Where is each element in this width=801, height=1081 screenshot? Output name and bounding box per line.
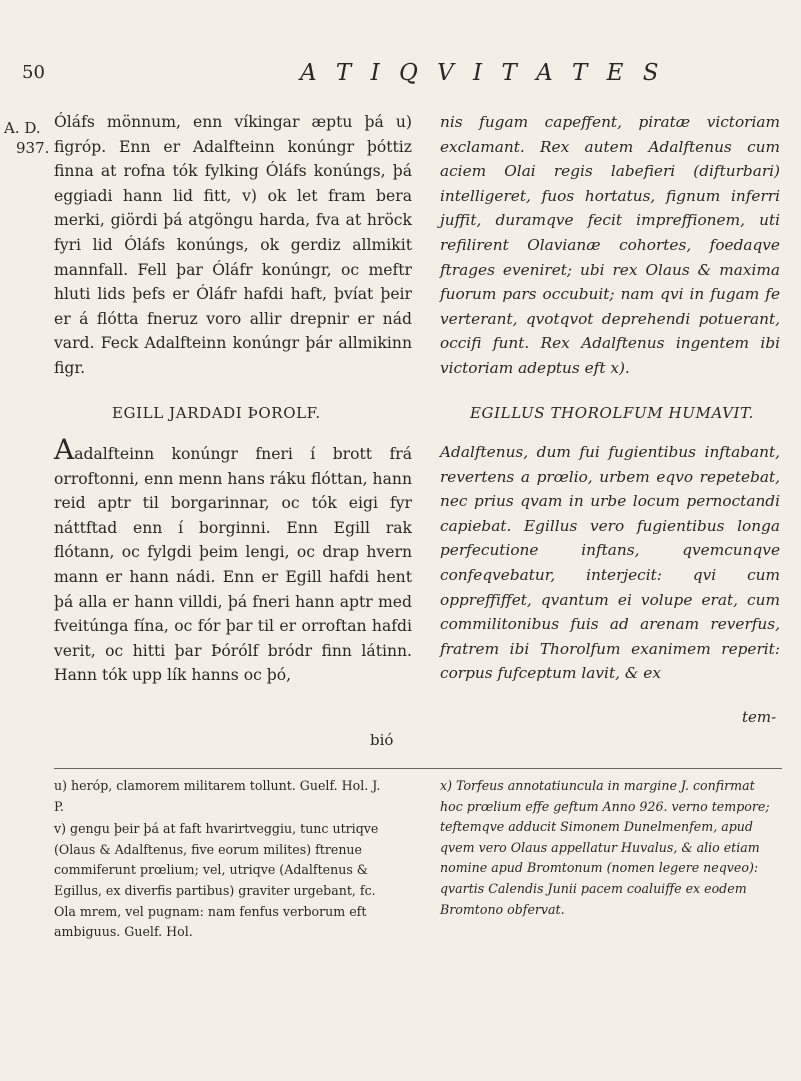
footnotes-right — [440, 776, 780, 920]
section-latin-text: Adalftenus, dum fui fugientibus inftabant, revertens a prœlio, urbem eqvo repetebat, nec prius qvam in urbe locum pernoctandi capiebat. Egillus vero fugientibus longa perfecutione inftans, qvemcunqve confeqvebatur, interjecit: qvi cum oppreffiffet, qvantum ei volupe erat, cum commilitonibus fuis ad arenam reverfus, fratrem ibi Thorolfum exanimem reperit: corpus fufceptum lavit, & ex — [440, 443, 780, 683]
page-number: 50 — [22, 62, 45, 83]
footnote-x: x) Torfeus annotatiuncula in margine J. confirmat hoc prœlium effe geftum Anno 926. verno tempore; teftemqve adducit Simonem Dunelmenfem, apud qvem vero Olaus appellatur Huvalus, & alio etiam nomine apud Bromtonum (nomen legere neqveo): qvartis Calendis Junii pacem coaluiffe ex eodem Bromtono obfervat. — [440, 778, 770, 917]
icelandic-catchword: bió — [370, 731, 394, 749]
margin-ad-label: A. D. — [4, 119, 41, 137]
footnote-divider — [54, 768, 782, 769]
margin-year: 937. — [16, 139, 50, 157]
footnotes-left — [54, 776, 394, 943]
latin-catchword: tem- — [742, 708, 777, 726]
footnote-v: v) gengu þeir þá at faft hvarirtveggiu, tunc utriqve (Olaus & Adalftenus, five eorum milites) ftrenue commiferunt prœlium; vel, utriqve (Adalftenus & Egillus, ex diverfis partibus) graviter urgebant, fc. Ola mrem, vel pugnam: nam fenfus verborum eft ambiguus. Guelf. Hol. — [54, 821, 379, 940]
section-icelandic-body: adalfteinn konúngr fneri í brott frá orroftonni, enn menn hans ráku flóttan, hann reid aptr til borgarinnar, oc tók eigi fyr náttftad enn í borginni. Enn Egill rak flótann, oc fylgdi þeim lengi, oc drap hvern mann er hann nádi. Enn er Egill hafdi hent þá alla er hann villdi, þá fneri hann aptr med fveitúnga fína, oc fór þar til er orroftan hafdi verit, oc hitti þar Þórólf bródr finn látinn. Hann tók upp lík hanns oc þó, — [54, 445, 412, 685]
margin-date — [4, 118, 49, 158]
section-latin-column — [440, 440, 780, 686]
running-title: A T I Q V I T A T E S — [300, 60, 665, 86]
top-latin-column — [440, 110, 780, 381]
top-icelandic-text: Óláfs mönnum, enn víkingar æptu þá u) figróp. Enn er Adalfteinn konúngr þóttiz finna at rofna tók fylking Óláfs konúngs, þá eggiadi hann lid fitt, v) ok let fram bera merki, giördi þá atgöngu harda, fva at hröck fyri lid Óláfs konúngs, ok gerdiz allmikit mannfall. Fell þar Óláfr konúngr, oc meftr hluti lids þefs er Óláfr hafdi haft, þvíat þeir er á flótta fneruz voro allir drepnir er nád vard. Feck Adalfteinn konúngr þár allmikinn figr. — [54, 113, 412, 377]
drop-cap: A — [54, 433, 75, 466]
top-latin-text: nis fugam capeffent, piratæ victoriam exclamant. Rex autem Adalftenus cum aciem Olai regis labefieri (difturbari) intelligeret, fuos hortatus, fignum inferri juffit, duramqve fecit impreffionem, uti refilirent Olavianæ cohortes, foedaqve ftrages eveniret; ubi rex Olaus & maxima fuorum pars occubuit; nam qvi in fugam fe verterant, qvotqvot deprehendi potuerant, occifi funt. Rex Adalftenus ingentem ibi victoriam adeptus eft x). — [440, 113, 780, 377]
section-icelandic-column — [54, 433, 412, 688]
section-icelandic-text — [54, 433, 412, 688]
section-heading-icelandic: EGILL JARDADI ÞOROLF. — [112, 404, 321, 422]
top-icelandic-column — [54, 110, 412, 381]
section-heading-latin: EGILLUS THOROLFUM HUMAVIT. — [470, 404, 754, 422]
footnote-u: u) heróp, clamorem militarem tollunt. Guelf. Hol. J. P. — [54, 778, 381, 814]
